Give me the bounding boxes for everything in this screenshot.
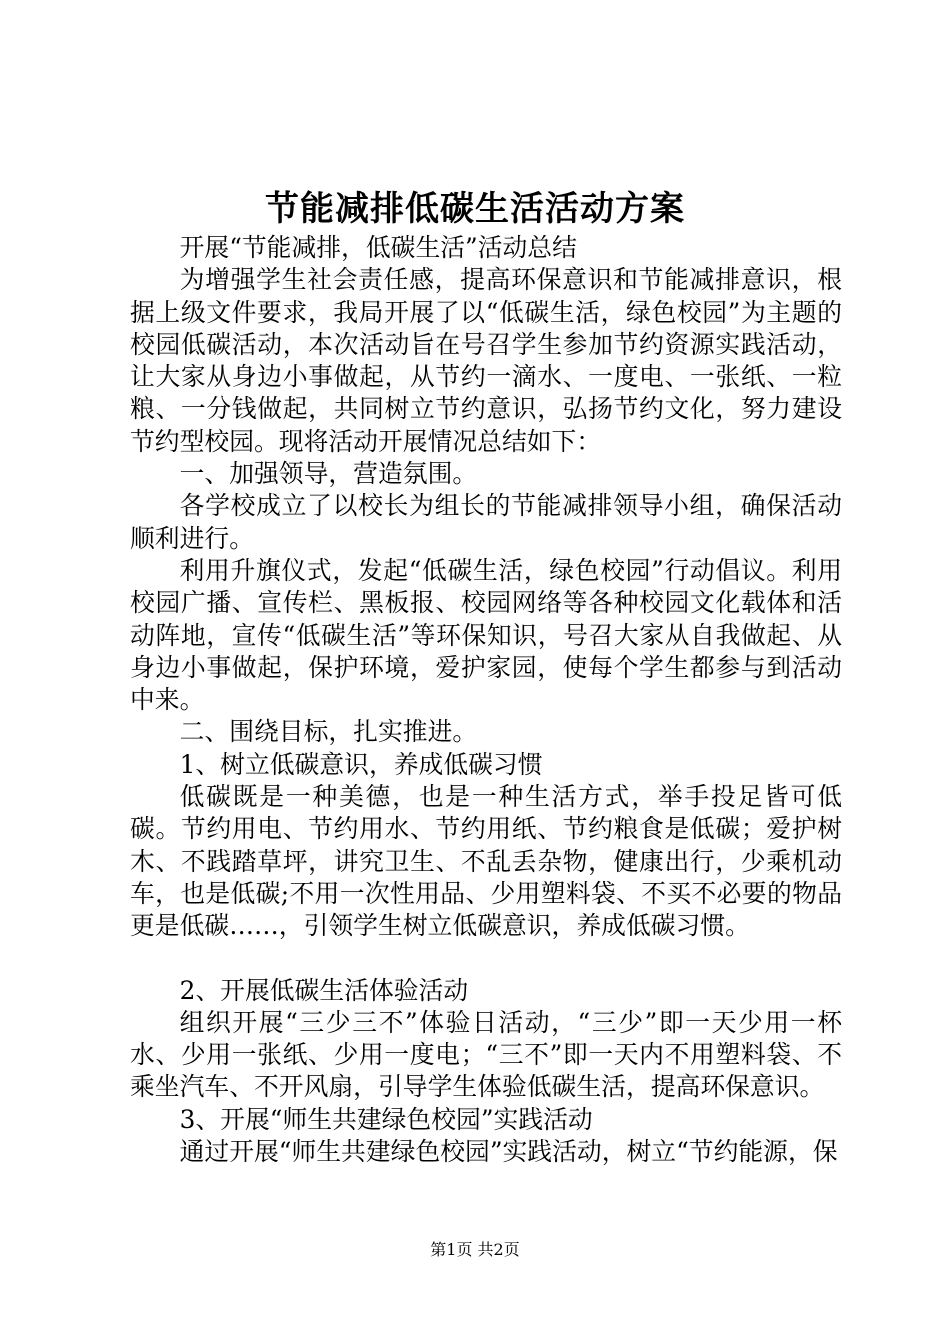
paragraph-publicity: 利用升旗仪式，发起“低碳生活，绿色校园”行动倡议。利用校园广播、宣传栏、黑板报、校园网络等各种校园文化载体和活动阵地，宣传“低碳生活”等环保知识，号召大家从自我做起、从身边小事做起，保护环境，爱护家园，使每个学生都参与到活动中来。 xyxy=(130,555,842,715)
paragraph-leadership: 各学校成立了以校长为组长的节能减排领导小组，确保活动顺利进行。 xyxy=(130,491,842,553)
paragraph-gap xyxy=(130,943,842,975)
document-title: 节能减排低碳生活活动方案 xyxy=(265,189,685,229)
paragraph-experience-activity: 组织开展“三少三不”体验日活动，“三少”即一天少用一杯水、少用一张纸、少用一度电；“三不”即一天内不用塑料袋、不乘坐汽车、不开风扇，引导学生体验低碳生活，提高环保意识。 xyxy=(130,1007,842,1102)
page-footer: 第1页 共2页 xyxy=(430,1240,520,1259)
section-heading-1: 一、加强领导，营造氛围。 xyxy=(179,459,478,489)
subheading-3: 3、开展“师生共建绿色校园”实践活动 xyxy=(179,1104,593,1134)
section-heading-2: 二、围绕目标，扎实推进。 xyxy=(179,717,478,747)
subheading-2: 2、开展低碳生活体验活动 xyxy=(179,975,469,1005)
paragraph-intro: 为增强学生社会责任感，提高环保意识和节能减排意识，根据上级文件要求，我局开展了以“低碳生活，绿色校园”为主题的校园低碳活动，本次活动旨在号召学生参加节约资源实践活动，让大家从身边小事做起，从节约一滴水、一度电、一张纸、一粒粮、一分钱做起，共同树立节约意识，弘扬节约文化，努力建设节约型校园。现将活动开展情况总结如下： xyxy=(130,265,842,456)
document-body xyxy=(130,232,842,1168)
paragraph-low-carbon-awareness: 低碳既是一种美德，也是一种生活方式，举手投足皆可低碳。节约用电、节约用水、节约用纸、节约粮食是低碳；爱护树木、不践踏草坪，讲究卫生、不乱丢杂物，健康出行，少乘机动车，也是低碳;不用一次性用品、少用塑料袋、不买不必要的物品更是低碳……，引领学生树立低碳意识，养成低碳习惯。 xyxy=(130,782,842,941)
subheading-1: 1、树立低碳意识，养成低碳习惯 xyxy=(179,749,543,779)
paragraph-green-campus: 通过开展“师生共建绿色校园”实践活动，树立“节约能源，保 xyxy=(179,1137,838,1167)
paragraph-summary-heading: 开展“节能减排，低碳生活”活动总结 xyxy=(179,233,577,262)
